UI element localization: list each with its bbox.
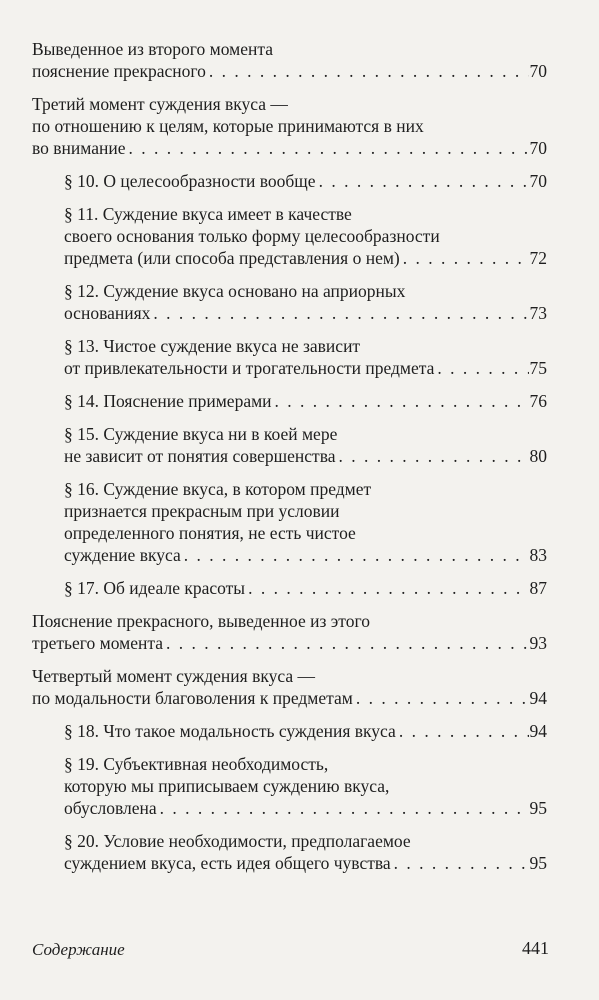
toc-entry-line: § 15. Суждение вкуса ни в коей мере: [64, 424, 338, 444]
toc-entry: [32, 280, 547, 324]
toc-page-number: 83: [529, 545, 547, 565]
toc-page-number: 80: [529, 446, 547, 466]
toc-entry-line: своего основания только форму целесообразности: [64, 226, 440, 246]
toc-entry: [32, 390, 547, 412]
toc-page-number: 73: [529, 303, 547, 323]
toc-entry-last-line: [32, 687, 547, 709]
dot-leader: [394, 852, 529, 874]
dot-leader: [248, 577, 528, 599]
toc-entry-line: от привлекательности и трогательности предмета: [64, 358, 435, 378]
toc-entry-line: предмета (или способа представления о нем): [64, 248, 400, 268]
toc-entry-last-line: [64, 302, 547, 324]
dot-leader: [160, 797, 529, 819]
toc-page-number: 94: [529, 721, 547, 741]
dot-leader: [166, 632, 529, 654]
toc-entry: [32, 170, 547, 192]
toc-entry-last-line: [64, 577, 547, 599]
toc-entry-last-line: [64, 247, 547, 269]
toc-page-number: 72: [529, 248, 547, 268]
toc-entry: [32, 830, 547, 874]
dot-leader: [437, 357, 528, 379]
toc-entry: [32, 423, 547, 467]
toc-entry-last-line: [64, 170, 547, 192]
toc-entry: [32, 665, 547, 709]
toc-entry-last-line: [64, 544, 547, 566]
toc-entry: [32, 753, 547, 819]
toc-entry-line: суждением вкуса, есть идея общего чувства: [64, 853, 391, 873]
toc-entry-last-line: [64, 852, 547, 874]
toc-entry-line: § 17. Об идеале красоты: [64, 578, 246, 598]
toc-entry-line: Четвертый момент суждения вкуса —: [32, 666, 315, 686]
toc-entry-line: признается прекрасным при условии: [64, 501, 340, 521]
toc-entry-line: которую мы приписываем суждению вкуса,: [64, 776, 390, 796]
toc-entry-line: § 11. Суждение вкуса имеет в качестве: [64, 204, 352, 224]
toc-entry-line: § 10. О целесообразности вообще: [64, 171, 316, 191]
toc-entry-line: § 20. Условие необходимости, предполагаемое: [64, 831, 411, 851]
toc-entry-last-line: [64, 720, 547, 742]
toc-entry-last-line: [32, 60, 547, 82]
toc-entry: [32, 577, 547, 599]
toc-entry-last-line: [64, 445, 547, 467]
toc-page-number: 70: [529, 61, 547, 81]
dot-leader: [184, 544, 529, 566]
toc-entry-line: § 19. Субъективная необходимость,: [64, 754, 329, 774]
toc-entry-line: третьего момента: [32, 633, 163, 653]
toc-page-number: 87: [529, 578, 547, 598]
toc-entry: [32, 478, 547, 566]
dot-leader: [275, 390, 529, 412]
toc-page-number: 94: [529, 688, 547, 708]
toc-entry-line: Третий момент суждения вкуса —: [32, 94, 288, 114]
dot-leader: [356, 687, 529, 709]
toc-entry-line: определенного понятия, не есть чистое: [64, 523, 356, 543]
toc-entry-line: § 12. Суждение вкуса основано на априорных: [64, 281, 406, 301]
toc-page-number: 75: [529, 358, 547, 378]
table-of-contents: [32, 38, 547, 874]
toc-entry-line: суждение вкуса: [64, 545, 181, 565]
dot-leader: [153, 302, 528, 324]
toc-entry-line: обусловлена: [64, 798, 157, 818]
toc-entry-line: по отношению к целям, которые принимаются в них: [32, 116, 424, 136]
toc-page-number: 93: [529, 633, 547, 653]
toc-page-number: 70: [529, 138, 547, 158]
toc-entry: [32, 335, 547, 379]
dot-leader: [319, 170, 529, 192]
toc-entry-line: по модальности благоволения к предметам: [32, 688, 353, 708]
toc-entry: [32, 720, 547, 742]
dot-leader: [399, 720, 529, 742]
toc-entry-line: § 13. Чистое суждение вкуса не зависит: [64, 336, 361, 356]
dot-leader: [403, 247, 529, 269]
page-number: 441: [522, 938, 549, 958]
toc-entry-line: § 16. Суждение вкуса, в котором предмет: [64, 479, 372, 499]
toc-entry-last-line: [64, 797, 547, 819]
toc-page-number: 95: [529, 853, 547, 873]
toc-entry-line: не зависит от понятия совершенства: [64, 446, 336, 466]
toc-entry: [32, 38, 547, 82]
toc-page-number: 95: [529, 798, 547, 818]
toc-entry-last-line: [64, 357, 547, 379]
toc-entry: [32, 610, 547, 654]
toc-entry-line: Выведенное из второго момента: [32, 39, 273, 59]
toc-entry-line: во внимание: [32, 138, 126, 158]
toc-entry-line: Пояснение прекрасного, выведенное из этого: [32, 611, 370, 631]
toc-entry-last-line: [32, 632, 547, 654]
toc-entry-line: пояснение прекрасного: [32, 61, 206, 81]
toc-entry: [32, 93, 547, 159]
running-footer-title: Содержание: [32, 940, 125, 959]
toc-entry: [32, 203, 547, 269]
dot-leader: [128, 137, 528, 159]
toc-entry-last-line: [32, 137, 547, 159]
toc-entry-last-line: [64, 390, 547, 412]
toc-entry-line: § 14. Пояснение примерами: [64, 391, 272, 411]
dot-leader: [339, 445, 529, 467]
dot-leader: [209, 60, 529, 82]
toc-entry-line: § 18. Что такое модальность суждения вкуса: [64, 721, 396, 741]
toc-page-number: 70: [529, 171, 547, 191]
toc-entry-line: основаниях: [64, 303, 151, 323]
toc-page-number: 76: [529, 391, 547, 411]
